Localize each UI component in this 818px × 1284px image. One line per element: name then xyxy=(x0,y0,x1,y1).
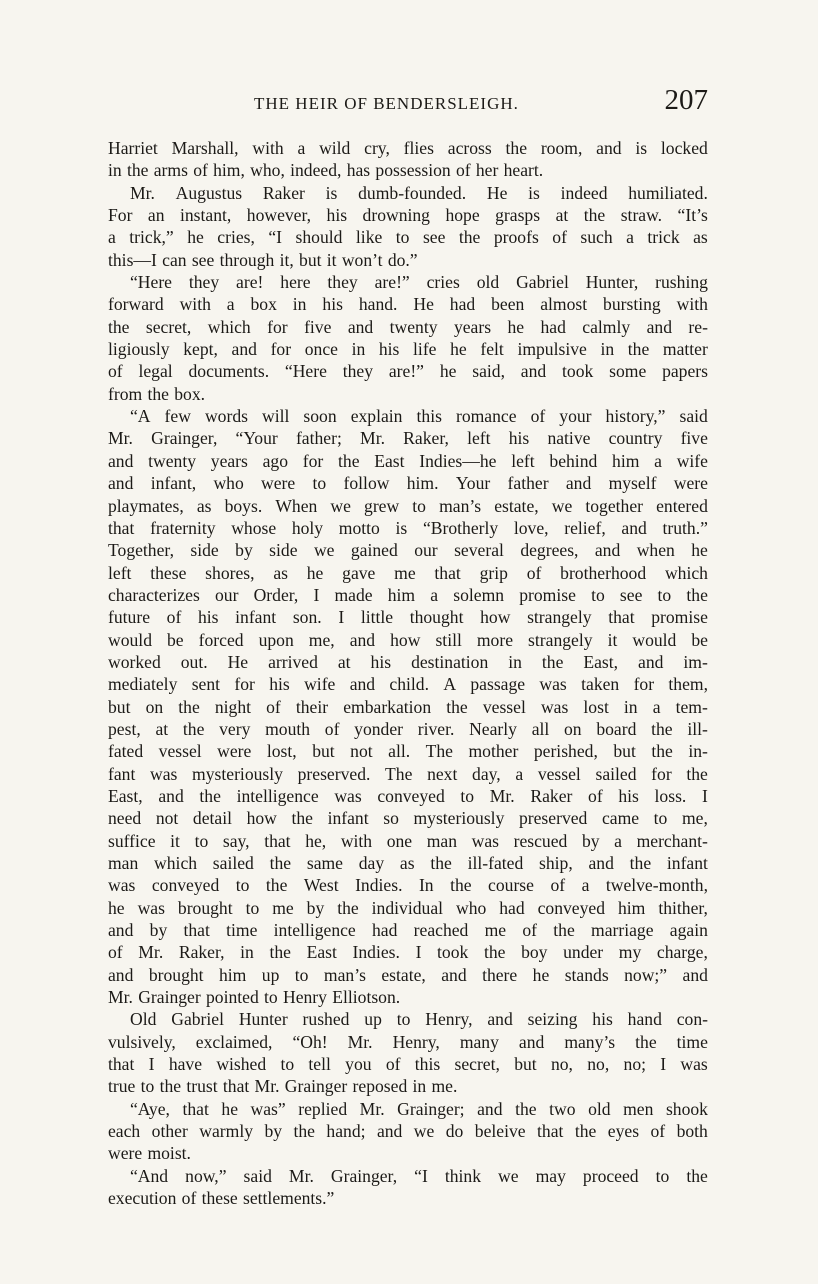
text-line: Mr. Grainger, “Your father; Mr. Raker, left his native country five xyxy=(108,428,708,449)
text-line: and by that time intelligence had reached me of the marriage again xyxy=(108,920,708,941)
text-line: need not detail how the infant so mysteriously preserved came to me, xyxy=(108,808,708,829)
text-line: of Mr. Raker, in the East Indies. I took the boy under my charge, xyxy=(108,942,708,963)
text-line: of legal documents. “Here they are!” he said, and took some papers xyxy=(108,361,708,382)
page-header xyxy=(108,84,708,120)
text-line: Old Gabriel Hunter rushed up to Henry, and seizing his hand con- xyxy=(130,1009,708,1030)
text-line: vulsively, exclaimed, “Oh! Mr. Henry, many and many’s the time xyxy=(108,1031,708,1052)
text-line: pest, at the very mouth of yonder river. Nearly all on board the ill- xyxy=(108,718,708,739)
text-line: For an instant, however, his drowning hope grasps at the straw. “It’s xyxy=(108,205,708,226)
text-line: mediately sent for his wife and child. A passage was taken for them, xyxy=(108,674,708,695)
text-line: but on the night of their embarkation the vessel was lost in a tem- xyxy=(108,696,708,717)
text-line: execution of these settlements.” xyxy=(108,1188,335,1209)
text-line: from the box. xyxy=(108,383,206,404)
text-line: man which sailed the same day as the ill-fated ship, and the infant xyxy=(108,853,708,873)
text-line: a trick,” he cries, “I should like to see the proofs of such a trick as xyxy=(108,227,708,248)
text-line: was conveyed to the West Indies. In the course of a twelve-month, xyxy=(108,875,708,896)
body-text xyxy=(108,137,708,1210)
text-line: he was brought to me by the individual who had conveyed him thither, xyxy=(108,897,708,918)
text-line: Mr. Augustus Raker is dumb-founded. He is indeed humiliated. xyxy=(130,182,708,203)
text-line: Together, side by side we gained our several degrees, and when he xyxy=(108,540,708,561)
text-line: “Aye, that he was” replied Mr. Grainger; and the two old men shook xyxy=(130,1098,708,1119)
text-line: fant was mysteriously preserved. The next day, a vessel sailed for the xyxy=(108,763,708,784)
text-line: each other warmly by the hand; and we do beleive that the eyes of both xyxy=(108,1121,708,1142)
text-line: forward with a box in his hand. He had been almost bursting with xyxy=(108,294,708,315)
text-line: the secret, which for five and twenty years he had calmly and re- xyxy=(108,316,708,337)
text-line: playmates, as boys. When we grew to man’s estate, we together entered xyxy=(108,495,708,516)
text-line: this—I can see through it, but it won’t do.” xyxy=(108,249,418,270)
text-line: East, and the intelligence was conveyed to Mr. Raker of his loss. I xyxy=(108,785,708,806)
text-line: that fraternity whose holy motto is “Brotherly love, relief, and truth.” xyxy=(108,517,708,538)
text-line: characterizes our Order, I made him a solemn promise to see to the xyxy=(108,584,708,605)
text-line: would be forced upon me, and how still more strangely it would be xyxy=(108,629,708,650)
text-line: ligiously kept, and for once in his life he felt impulsive in the matter xyxy=(108,339,708,360)
text-line: true to the trust that Mr. Grainger reposed in me. xyxy=(108,1076,458,1097)
text-line: fated vessel were lost, but not all. The mother perished, but the in- xyxy=(108,741,708,762)
text-line: Harriet Marshall, with a wild cry, flies across the room, and is locked xyxy=(108,138,708,158)
page-number: 207 xyxy=(664,84,708,116)
text-line: and infant, who were to follow him. Your father and myself were xyxy=(108,473,708,494)
text-line: “And now,” said Mr. Grainger, “I think we may proceed to the xyxy=(130,1165,708,1186)
text-line: and brought him up to man’s estate, and there he stands now;” and xyxy=(108,964,708,985)
text-line: future of his infant son. I little thought how strangely that promise xyxy=(108,607,708,628)
text-line: in the arms of him, who, indeed, has possession of her heart. xyxy=(108,160,544,181)
text-line: were moist. xyxy=(108,1143,191,1164)
text-line: “A few words will soon explain this romance of your history,” said xyxy=(130,406,708,427)
text-line: Mr. Grainger pointed to Henry Elliotson. xyxy=(108,987,401,1008)
text-line: suffice it to say, that he, with one man was rescued by a merchant- xyxy=(108,830,708,851)
text-line: left these shores, as he gave me that grip of brotherhood which xyxy=(108,562,708,583)
text-line: that I have wished to tell you of this secret, but no, no, no; I was xyxy=(108,1054,708,1075)
text-line: and twenty years ago for the East Indies—he left behind him a wife xyxy=(108,450,708,471)
text-line: “Here they are! here they are!” cries old Gabriel Hunter, rushing xyxy=(130,272,708,293)
running-head: THE HEIR OF BENDERSLEIGH. xyxy=(254,94,519,113)
text-line: worked out. He arrived at his destination in the East, and im- xyxy=(108,651,708,672)
